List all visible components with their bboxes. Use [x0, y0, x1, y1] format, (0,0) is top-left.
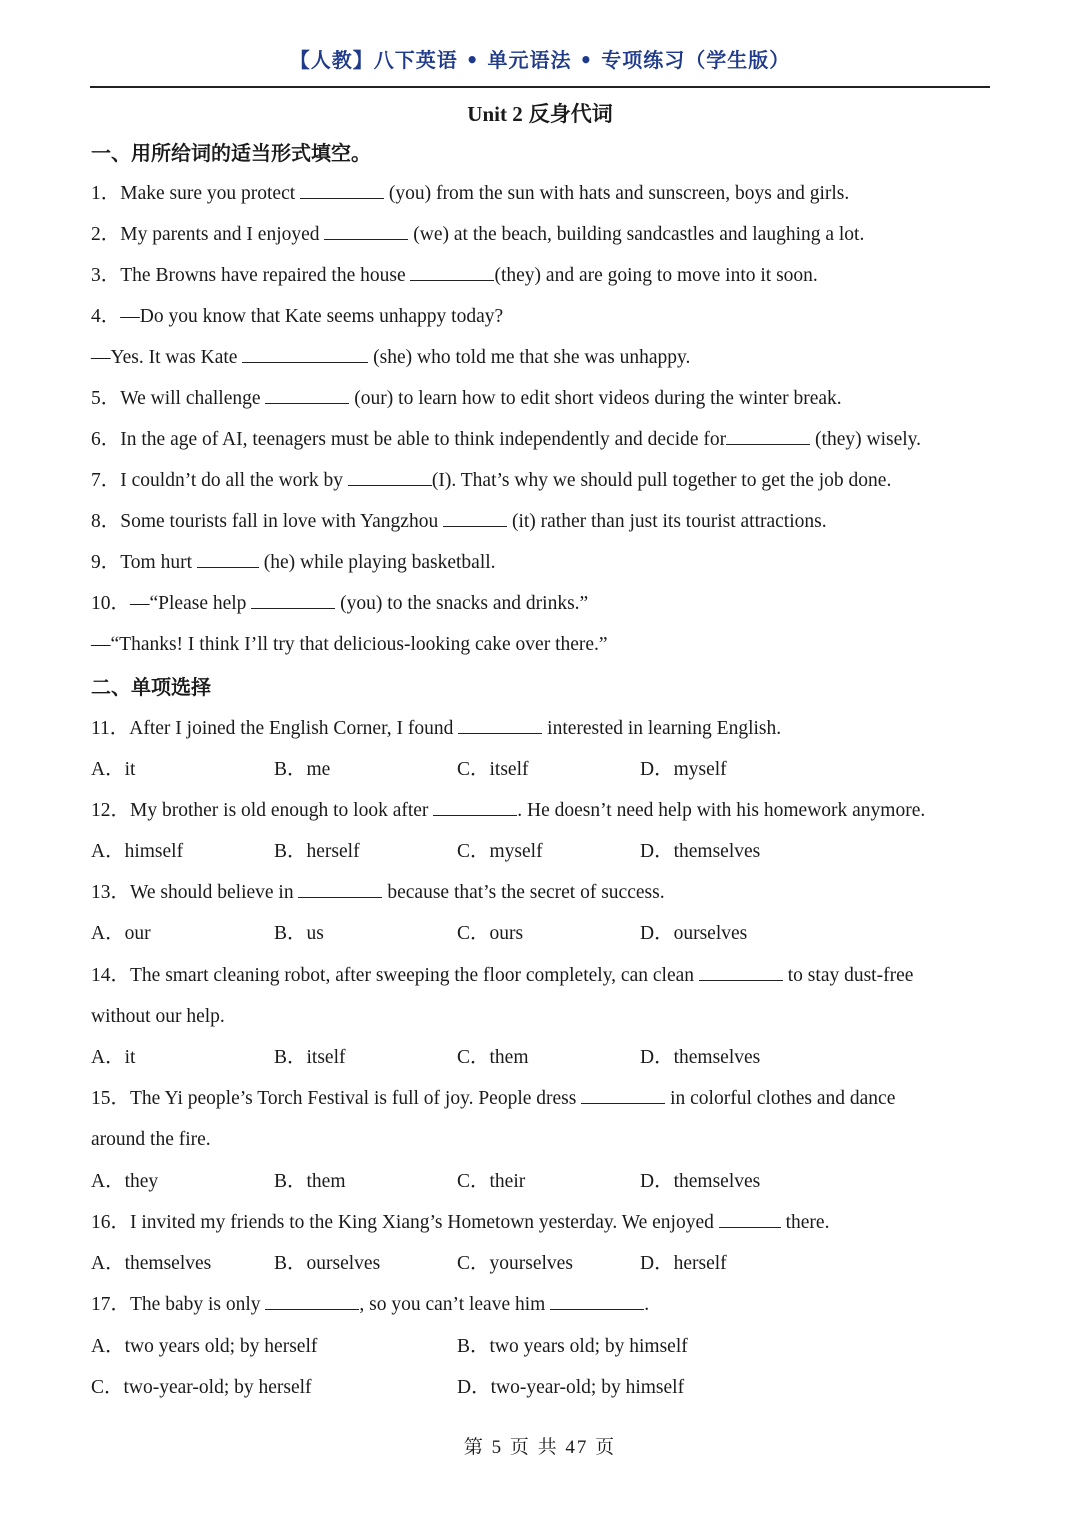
option-a[interactable]: A．our	[91, 923, 151, 944]
answer-blank[interactable]	[298, 879, 382, 898]
option-a[interactable]: A．it	[91, 759, 136, 780]
option-c[interactable]: C．yourselves	[457, 1253, 573, 1274]
answer-blank[interactable]	[197, 549, 259, 568]
option-b[interactable]: B．them	[274, 1171, 346, 1192]
mc-question-14: 14．The smart cleaning robot, after sweeping the floor completely, can clean to stay dust-free	[91, 962, 913, 990]
unit-title	[0, 98, 1080, 128]
fill-question-6: 6．In the age of AI, teenagers must be able to think independently and decide for (they) wisely.	[91, 426, 921, 454]
mc-question-12: 12．My brother is old enough to look after . He doesn’t need help with his homework anymore.	[91, 797, 925, 825]
fill-question-2: 2．My parents and I enjoyed (we) at the beach, building sandcastles and laughing a lot.	[91, 221, 864, 249]
fill-question-1: 1．Make sure you protect (you) from the sun with hats and sunscreen, boys and girls.	[91, 180, 849, 208]
fill-question-7: 7．I couldn’t do all the work by (I). That’s why we should pull together to get the job done.	[91, 467, 891, 495]
answer-blank[interactable]	[410, 262, 494, 281]
option-d[interactable]: D．themselves	[640, 1047, 761, 1068]
fill-question-8: 8．Some tourists fall in love with Yangzhou (it) rather than just its tourist attractions.	[91, 508, 827, 536]
answer-blank[interactable]	[726, 426, 810, 445]
fill-question-3: 3．The Browns have repaired the house (they) and are going to move into it soon.	[91, 262, 818, 290]
fill-question-5: 5．We will challenge (our) to learn how to edit short videos during the winter break.	[91, 385, 842, 413]
fill-question-10: 10．—“Please help (you) to the snacks and drinks.”	[91, 590, 588, 618]
answer-blank[interactable]	[719, 1209, 781, 1228]
option-b[interactable]: B．me	[274, 759, 331, 780]
option-d[interactable]: D．ourselves	[640, 923, 748, 944]
option-c[interactable]: C．ours	[457, 923, 524, 944]
option-c[interactable]: C．itself	[457, 759, 529, 780]
option-d[interactable]: D．herself	[640, 1253, 727, 1274]
option-d[interactable]: D．themselves	[640, 841, 761, 862]
option-b[interactable]: B．us	[274, 923, 324, 944]
mc-question-15: 15．The Yi people’s Torch Festival is full of joy. People dress in colorful clothes and dance	[91, 1085, 895, 1113]
answer-blank[interactable]	[265, 1291, 359, 1310]
option-d[interactable]: D．myself	[640, 759, 727, 780]
fill-question-9: 9．Tom hurt (he) while playing basketball.	[91, 549, 496, 577]
answer-blank[interactable]	[699, 962, 783, 981]
option-b[interactable]: B．two years old; by himself	[457, 1336, 688, 1357]
option-a[interactable]: A．they	[91, 1171, 159, 1192]
option-d[interactable]: D．two-year-old; by himself	[457, 1377, 685, 1398]
option-a[interactable]: A．themselves	[91, 1253, 212, 1274]
option-d[interactable]: D．themselves	[640, 1171, 761, 1192]
fill-question-4: 4．—Do you know that Kate seems unhappy today?	[91, 306, 504, 327]
answer-blank[interactable]	[458, 715, 542, 734]
answer-blank[interactable]	[550, 1291, 644, 1310]
mc-question-13: 13．We should believe in because that’s the secret of success.	[91, 879, 665, 907]
answer-blank[interactable]	[265, 385, 349, 404]
answer-blank[interactable]	[251, 590, 335, 609]
fill-question-4-reply: —Yes. It was Kate (she) who told me that she was unhappy.	[91, 344, 690, 372]
section-heading-fill: 一、用所给词的适当形式填空。	[91, 141, 371, 165]
answer-blank[interactable]	[242, 344, 368, 363]
option-c[interactable]: C．their	[457, 1171, 526, 1192]
option-c[interactable]: C．two-year-old; by herself	[91, 1377, 312, 1398]
answer-blank[interactable]	[300, 180, 384, 199]
answer-blank[interactable]	[324, 221, 408, 240]
option-b[interactable]: B．ourselves	[274, 1253, 381, 1274]
mc-question-16: 16．I invited my friends to the King Xiang’s Hometown yesterday. We enjoyed there.	[91, 1209, 829, 1237]
answer-blank[interactable]	[581, 1085, 665, 1104]
unit-label: Unit 2	[467, 102, 523, 126]
page-number: 第 5 页 共 47 页	[463, 1437, 617, 1458]
option-b[interactable]: B．itself	[274, 1047, 346, 1068]
fill-question-10-reply: —“Thanks! I think I’ll try that delicious-looking cake over there.”	[91, 634, 608, 655]
mc-question-11: 11．After I joined the English Corner, I found interested in learning English.	[91, 715, 781, 743]
mc-question-17: 17．The baby is only , so you can’t leave him .	[91, 1291, 649, 1319]
option-a[interactable]: A．two years old; by herself	[91, 1336, 318, 1357]
option-c[interactable]: C．myself	[457, 841, 543, 862]
page-header: 【人教】八下英语 • 单元语法 • 专项练习（学生版）	[289, 48, 791, 72]
option-a[interactable]: A．himself	[91, 841, 184, 862]
option-b[interactable]: B．herself	[274, 841, 360, 862]
mc-question-14-cont: without our help.	[91, 1006, 225, 1027]
option-c[interactable]: C．them	[457, 1047, 529, 1068]
answer-blank[interactable]	[433, 797, 517, 816]
answer-blank[interactable]	[348, 467, 432, 486]
option-a[interactable]: A．it	[91, 1047, 136, 1068]
section-heading-mc: 二、单项选择	[91, 675, 211, 699]
unit-topic: 反身代词	[528, 102, 613, 126]
answer-blank[interactable]	[443, 508, 507, 527]
mc-question-15-cont: around the fire.	[91, 1129, 211, 1150]
header-divider	[90, 86, 990, 88]
